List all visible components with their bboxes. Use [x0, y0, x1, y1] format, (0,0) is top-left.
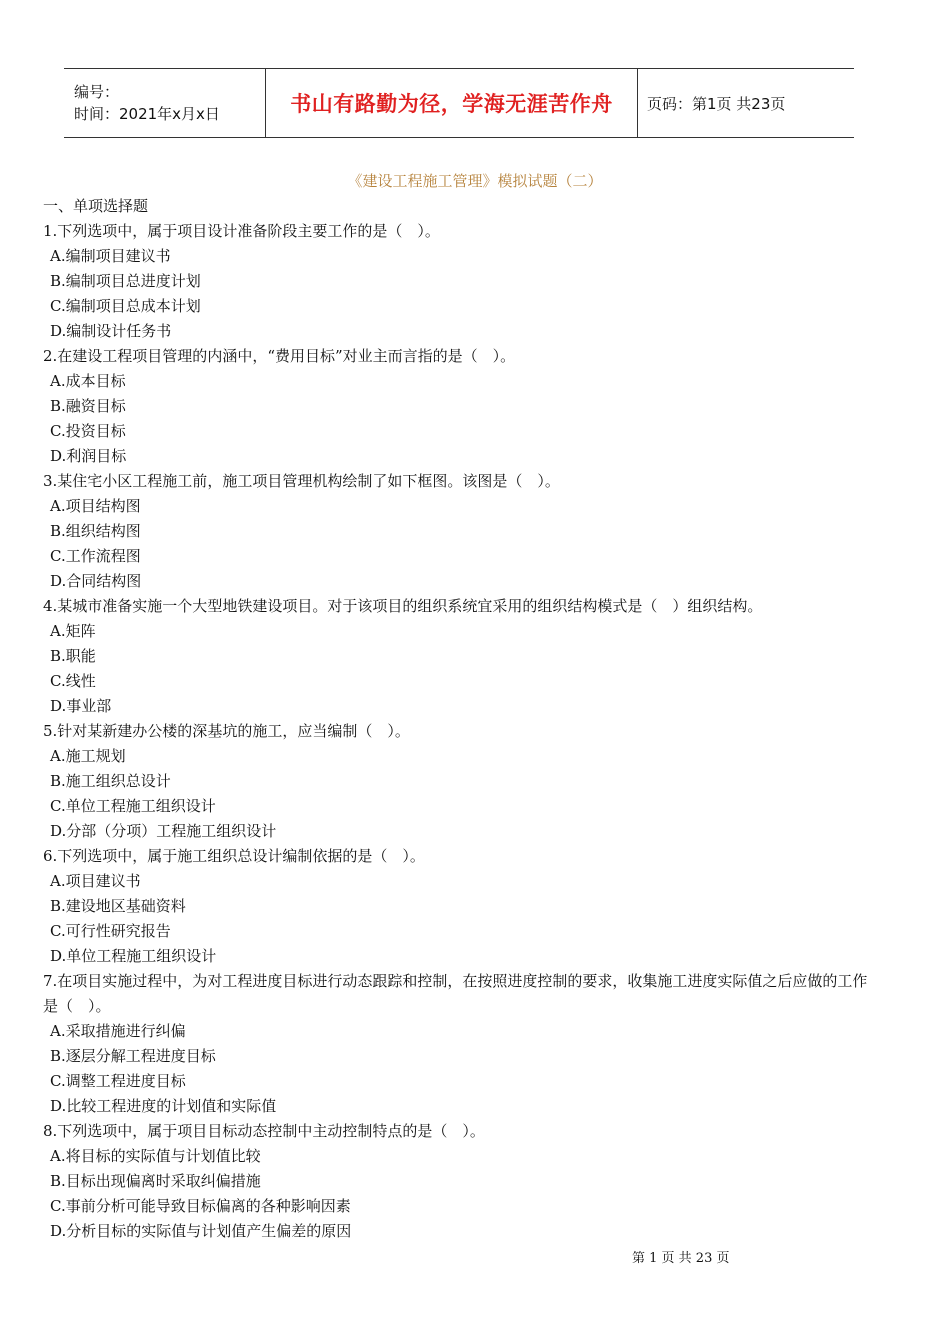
question-5 — [43, 719, 873, 844]
option-a: A.项目建议书 — [50, 872, 141, 890]
option-d: D.合同结构图 — [50, 572, 142, 590]
option-b: B.施工组织总设计 — [50, 772, 171, 790]
option-a: A.施工规划 — [50, 747, 126, 765]
page-number-label: 页码：第1页 共23页 — [647, 94, 786, 113]
question-8 — [43, 1119, 873, 1244]
header-slogan-cell — [265, 69, 638, 137]
serial-label: 编号： — [74, 83, 120, 101]
option-a: A.编制项目建议书 — [50, 247, 171, 265]
header-meta — [64, 69, 265, 137]
page-header — [64, 68, 854, 138]
question-stem: 5.针对某新建办公楼的深基坑的施工，应当编制（ ）。 — [43, 722, 410, 740]
option-c: C.单位工程施工组织设计 — [50, 797, 216, 815]
question-2 — [43, 344, 873, 469]
option-b: B.逐层分解工程进度目标 — [50, 1047, 216, 1065]
option-b: B.编制项目总进度计划 — [50, 272, 201, 290]
option-a: A.将目标的实际值与计划值比较 — [50, 1147, 261, 1165]
document-title: 《建设工程施工管理》模拟试题（二） — [347, 172, 603, 190]
option-b: B.职能 — [50, 647, 96, 665]
option-d: D.单位工程施工组织设计 — [50, 947, 217, 965]
option-a: A.采取措施进行纠偏 — [50, 1022, 186, 1040]
option-d: D.事业部 — [50, 697, 112, 715]
option-c: C.可行性研究报告 — [50, 922, 171, 940]
question-4 — [43, 594, 873, 719]
section-title: 一、单项选择题 — [43, 197, 149, 215]
question-stem: 4.某城市准备实施一个大型地铁建设项目。对于该项目的组织系统宜采用的组织结构模式是（ ）组织结构。 — [43, 597, 763, 615]
question-list — [43, 194, 873, 1244]
option-b: B.融资目标 — [50, 397, 126, 415]
option-b: B.目标出现偏离时采取纠偏措施 — [50, 1172, 261, 1190]
page-footer: 第 1 页 共 23 页 — [632, 1251, 730, 1266]
option-b: B.建设地区基础资料 — [50, 897, 186, 915]
option-a: A.项目结构图 — [50, 497, 141, 515]
header-page-cell — [638, 69, 854, 137]
question-1 — [43, 219, 873, 344]
slogan: 书山有路勤为径，学海无涯苦作舟 — [290, 92, 613, 116]
option-b: B.组织结构图 — [50, 522, 141, 540]
question-stem: 8.下列选项中，属于项目目标动态控制中主动控制特点的是（ ）。 — [43, 1122, 485, 1140]
time-label: 时间：2021年x月x日 — [74, 105, 220, 123]
option-c: C.调整工程进度目标 — [50, 1072, 186, 1090]
question-stem: 2.在建设工程项目管理的内涵中，“费用目标”对业主而言指的是（ ）。 — [43, 347, 516, 365]
option-c: C.工作流程图 — [50, 547, 141, 565]
option-d: D.利润目标 — [50, 447, 127, 465]
option-d: D.编制设计任务书 — [50, 322, 172, 340]
question-stem: 7.在项目实施过程中，为对工程进度目标进行动态跟踪和控制，在按照进度控制的要求，收集施工进度实际值之后应做的工作是（ ）。 — [43, 972, 868, 1015]
option-a: A.矩阵 — [50, 622, 96, 640]
option-d: D.分析目标的实际值与计划值产生偏差的原因 — [50, 1222, 352, 1240]
option-c: C.编制项目总成本计划 — [50, 297, 201, 315]
question-3 — [43, 469, 873, 594]
question-6 — [43, 844, 873, 969]
option-c: C.事前分析可能导致目标偏离的各种影响因素 — [50, 1197, 351, 1215]
option-d: D.比较工程进度的计划值和实际值 — [50, 1097, 277, 1115]
question-7 — [43, 969, 873, 1119]
option-a: A.成本目标 — [50, 372, 126, 390]
question-stem: 1.下列选项中，属于项目设计准备阶段主要工作的是（ ）。 — [43, 222, 440, 240]
option-d: D.分部（分项）工程施工组织设计 — [50, 822, 277, 840]
option-c: C.投资目标 — [50, 422, 126, 440]
question-stem: 3.某住宅小区工程施工前，施工项目管理机构绘制了如下框图。该图是（ ）。 — [43, 472, 560, 490]
option-c: C.线性 — [50, 672, 96, 690]
question-stem: 6.下列选项中，属于施工组织总设计编制依据的是（ ）。 — [43, 847, 425, 865]
